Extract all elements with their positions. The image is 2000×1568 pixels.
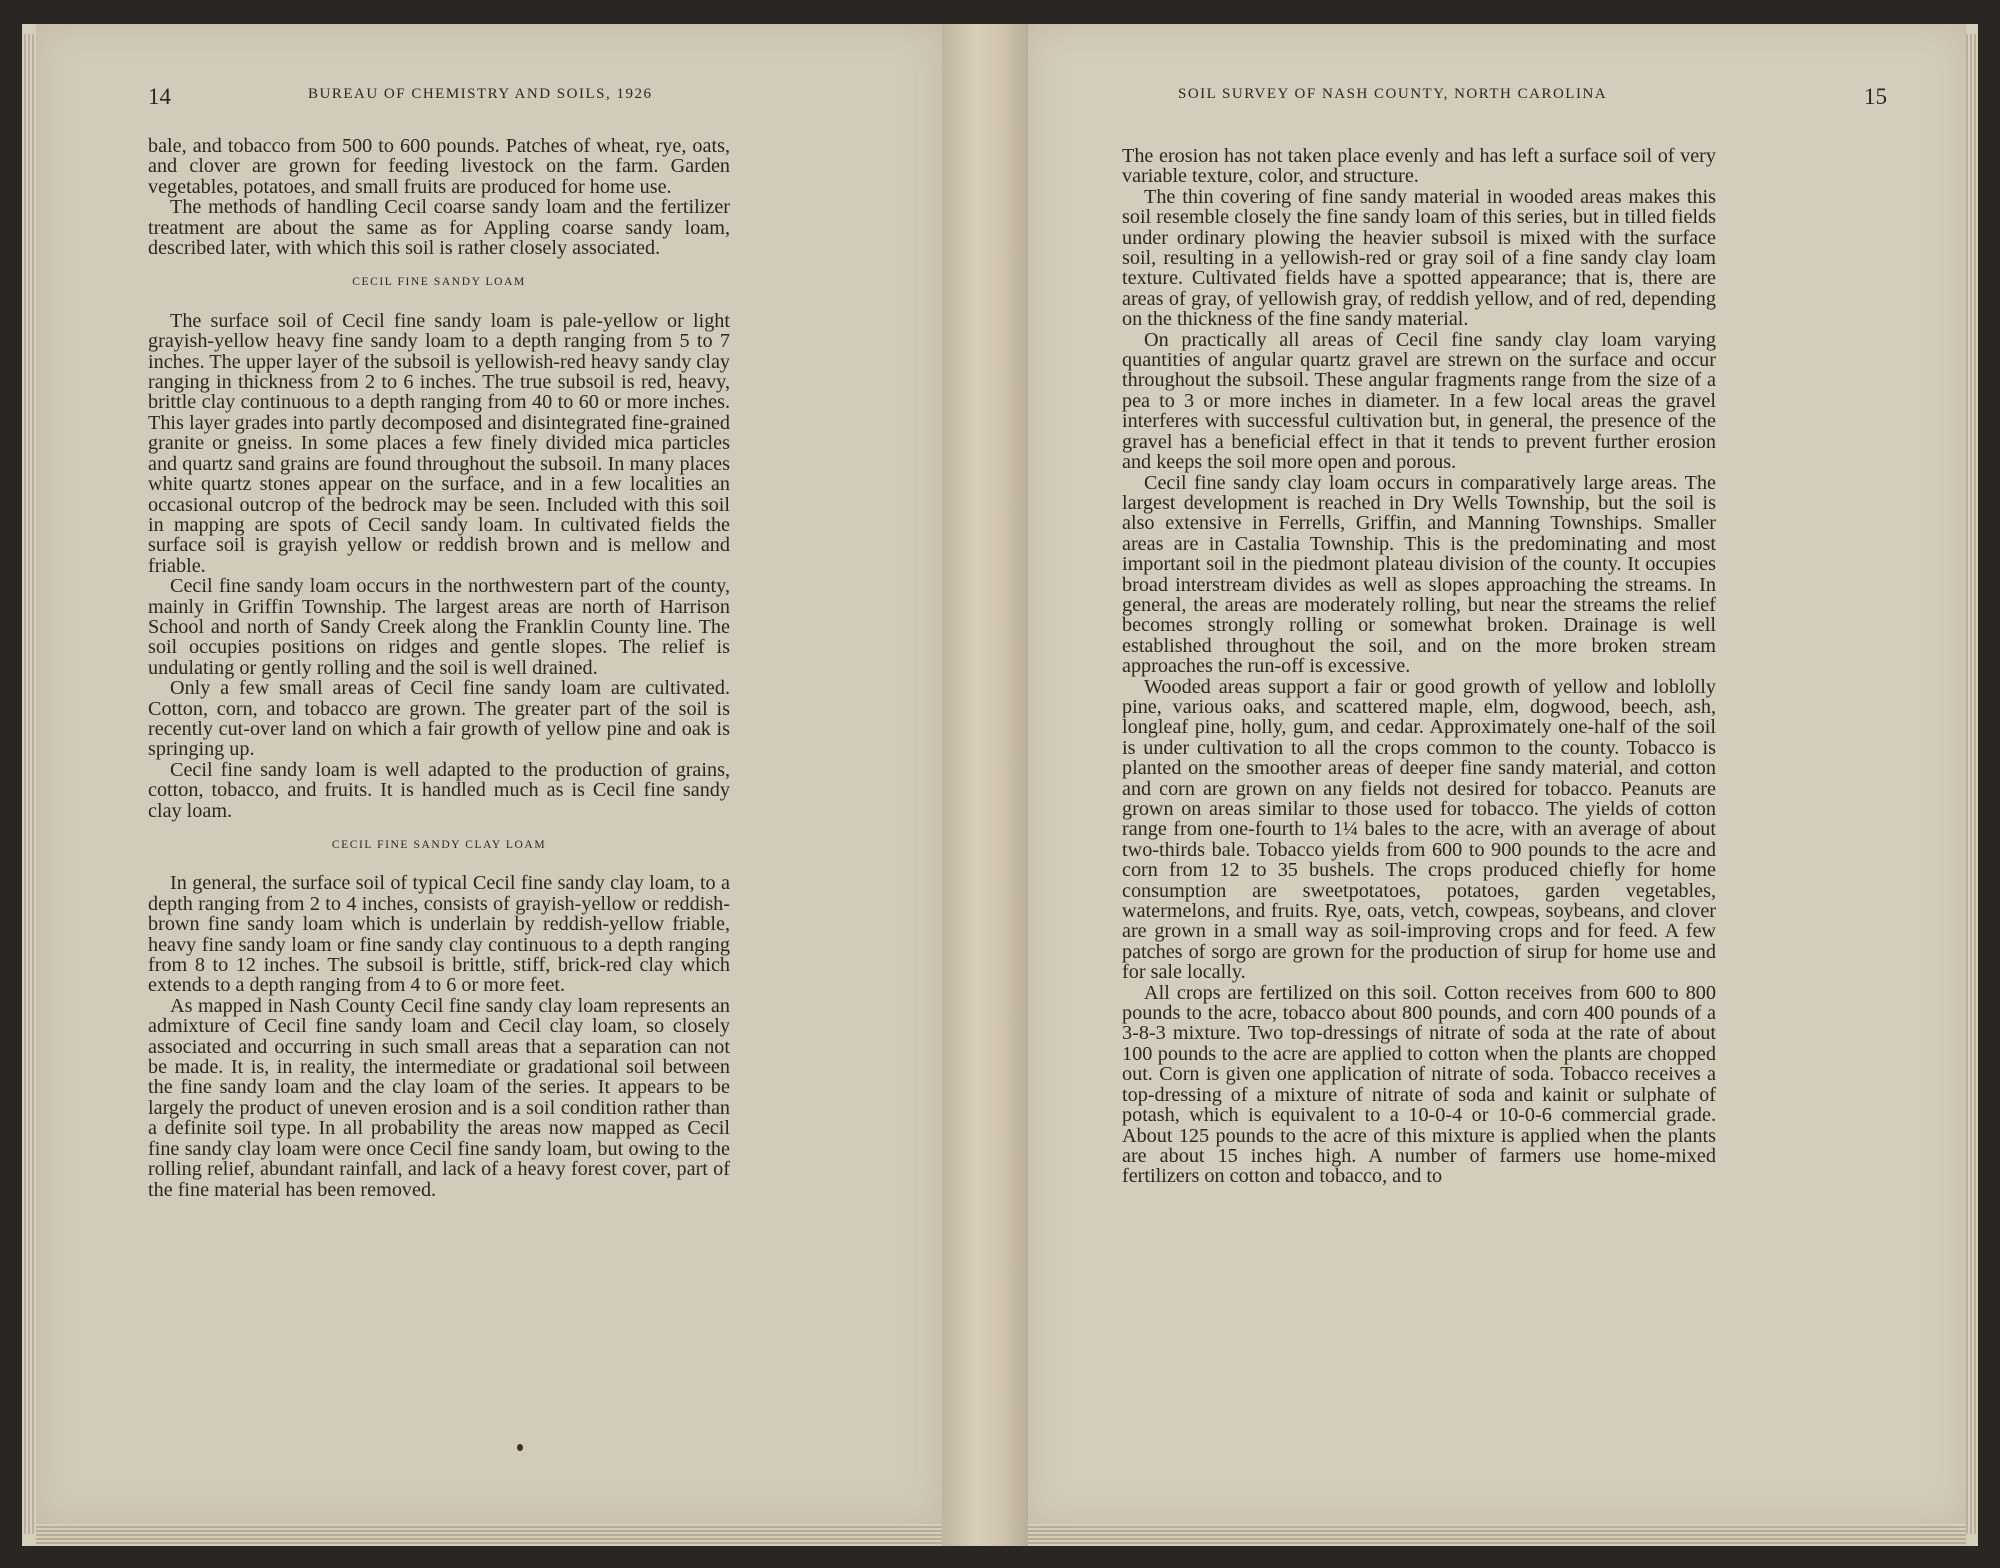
- paragraph: As mapped in Nash County Cecil fine sandy clay loam represents an admixture of Cecil fine sandy loam and Cecil clay loam, so closely associated and occurring in such small areas that a separation can not be made. It is, in reality, the intermediate or gradational soil between the fine sandy loam and the clay loam of the series. It appears to be largely the product of uneven erosion and is a soil condition rather than a definite soil type. In all probability the areas now mapped as Cecil fine sandy clay loam were once Cecil fine sandy loam, but owing to the rolling relief, abundant rainfall, and lack of a heavy forest cover, part of the fine material has been removed.: [148, 994, 730, 1201]
- paragraph: The erosion has not taken place evenly and has left a surface soil of very variable texture, color, and structure.: [1122, 145, 1716, 188]
- paragraph: Cecil fine sandy loam occurs in the northwestern part of the county, mainly in Griffin Township. The largest areas are north of Harrison School and north of Sandy Creek along the Franklin County line. The soil occupies positions on ridges and gentle slopes. The relief is undulating or gently rolling and the soil is well drained.: [148, 575, 730, 679]
- paragraph: In general, the surface soil of typical Cecil fine sandy clay loam, to a depth ranging from 2 to 4 inches, consists of grayish-yellow or reddish-brown fine sandy loam which is underlain by reddish-yellow friable, heavy fine sandy loam or fine sandy clay continuous to a depth ranging from 8 to 12 inches. The subsoil is brittle, stiff, brick-red clay which extends to a depth ranging from 4 to 6 or more feet.: [148, 872, 730, 997]
- right-bottom-edges: [1028, 1526, 1966, 1546]
- right-page-number: 15: [1864, 84, 1887, 109]
- binding-gutter: [942, 24, 1028, 1546]
- left-running-head: BUREAU OF CHEMISTRY AND SOILS, 1926: [308, 86, 653, 102]
- book-spread: [22, 24, 1978, 1546]
- paragraph: All crops are fertilized on this soil. Cotton receives from 600 to 800 pounds to the acre, tobacco about 800 pounds, and corn 400 pounds of a 3-8-3 mixture. Two top-dressings of nitrate of soda at the rate of about 100 pounds to the acre are applied to cotton when the plants are chopped out. Corn is given one application of nitrate of soda. Tobacco receives a top-dressing of a mixture of nitrate of soda and kainit or sulphate of potash, which is equivalent to a 10-0-4 or 10-0-6 commercial grade. About 125 pounds to the acre of this mixture is applied when the plants are about 15 inches high. A number of farmers use home-mixed fertilizers on cotton and tobacco, and to: [1122, 981, 1716, 1188]
- left-bottom-edges: [36, 1526, 942, 1546]
- paragraph: The surface soil of Cecil fine sandy loam is pale-yellow or light grayish-yellow heavy fine sandy loam to a depth ranging from 5 to 7 inches. The upper layer of the subsoil is yellowish-red heavy sandy clay ranging in thickness from 2 to 6 inches. The true subsoil is red, heavy, brittle clay continuous to a depth ranging from 40 to 60 or more inches. This layer grades into partly decomposed and disintegrated fine-grained granite or gneiss. In some places a few finely divided mica particles and quartz sand grains are found throughout the subsoil. In many places white quartz stones appear on the surface, and in a few localities an occasional outcrop of the bedrock may be seen. Included with this soil in mapping are spots of Cecil sandy loam. In cultivated fields the surface soil is grayish yellow or reddish brown and is mellow and friable.: [148, 309, 730, 577]
- paragraph: Only a few small areas of Cecil fine sandy loam are cultivated. Cotton, corn, and tobacco are grown. The greater part of the soil is recently cut-over land on which a fair growth of yellow pine and oak is springing up.: [148, 677, 730, 761]
- paragraph: The methods of handling Cecil coarse sandy loam and the fertilizer treatment are about the same as for Appling coarse sandy loam, described later, with which this soil is rather closely associated.: [148, 196, 730, 260]
- left-intro-paragraphs: [148, 136, 730, 258]
- ink-speck: [517, 1444, 523, 1451]
- section-heading-cecil-fine-sandy-clay-loam: CECIL FINE SANDY CLAY LOAM: [331, 839, 547, 851]
- paragraph: Cecil fine sandy loam is well adapted to the production of grains, cotton, tobacco, and fruits. It is handled much as is Cecil fine sandy clay loam.: [148, 758, 730, 822]
- right-page-edges: [1966, 34, 1976, 1534]
- paragraph: On practically all areas of Cecil fine sandy clay loam varying quantities of angular quartz gravel are strewn on the surface and occur throughout the subsoil. These angular fragments range from the size of a pea to 3 or more inches in diameter. In a few local areas the gravel interferes with successful cultivation but, in general, the presence of the gravel has a beneficial effect in that it tends to prevent further erosion and keeps the soil more open and porous.: [1122, 328, 1716, 474]
- right-page-body: [1122, 146, 1716, 1187]
- right-page: [1028, 24, 1966, 1524]
- paragraph: Wooded areas support a fair or good growth of yellow and loblolly pine, various oaks, and scattered maple, elm, dogwood, beech, ash, longleaf pine, holly, gum, and cedar. Approximately one-half of the soil is under cultivation to all the crops common to the county. Tobacco is planted on the smoother areas of deeper fine sandy material, and cotton and corn are grown on any fields not desired for tobacco. Peanuts are grown on areas similar to those used for tobacco. The yields of cotton range from one-fourth to 1¼ bales to the acre, with an average of about two-thirds bale. Tobacco yields from 600 to 900 pounds to the acre and corn from 12 to 35 bushels. The crops produced chiefly for home consumption are sweetpotatoes, potatoes, garden vegetables, watermelons, and fruits. Rye, oats, vetch, cowpeas, soybeans, and clover are grown in a small way as soil-improving crops and for feed. A few patches of sorgo are grown for the production of sirup for home use and for sale locally.: [1122, 675, 1716, 984]
- left-page-body: [148, 136, 730, 1200]
- right-page-paragraphs: [1122, 146, 1716, 1187]
- section-heading-cecil-fine-sandy-loam: CECIL FINE SANDY LOAM: [352, 276, 526, 289]
- right-running-head: SOIL SURVEY OF NASH COUNTY, NORTH CAROLINA: [1178, 86, 1608, 102]
- paragraph: bale, and tobacco from 500 to 600 pounds. Patches of wheat, rye, oats, and clover are grown for feeding livestock on the farm. Garden vegetables, potatoes, and small fruits are produced for home use.: [148, 135, 730, 198]
- paragraph: The thin covering of fine sandy material in wooded areas makes this soil resemble closely the fine sandy loam of this series, but in tilled fields under ordinary plowing the heavier subsoil is mixed with the surface soil, resulting in a yellowish-red or gray soil of a fine sandy clay loam texture. Cultivated fields have a spotted appearance; that is, there are areas of gray, of yellowish gray, of reddish yellow, and of red, depending on the thickness of the fine sandy material.: [1122, 185, 1716, 331]
- left-page-number: 14: [148, 84, 171, 109]
- cecil-fine-sandy-clay-loam-paragraphs: [148, 873, 730, 1200]
- cecil-fine-sandy-loam-paragraphs: [148, 311, 730, 821]
- paragraph: Cecil fine sandy clay loam occurs in comparatively large areas. The largest development is reached in Dry Wells Township, but the soil is also extensive in Ferrells, Griffin, and Manning Townships. Smaller areas are in Castalia Township. This is the predominating and most important soil in the piedmont plateau division of the county. It occupies broad interstream divides as well as slopes approaching the streams. In general, the areas are moderately rolling, but near the streams the relief becomes strongly rolling or somewhat broken. Drainage is well established throughout the soil, and on the more broken stream approaches the run-off is excessive.: [1122, 471, 1716, 678]
- left-page: [36, 24, 942, 1524]
- left-page-edges: [24, 34, 34, 1534]
